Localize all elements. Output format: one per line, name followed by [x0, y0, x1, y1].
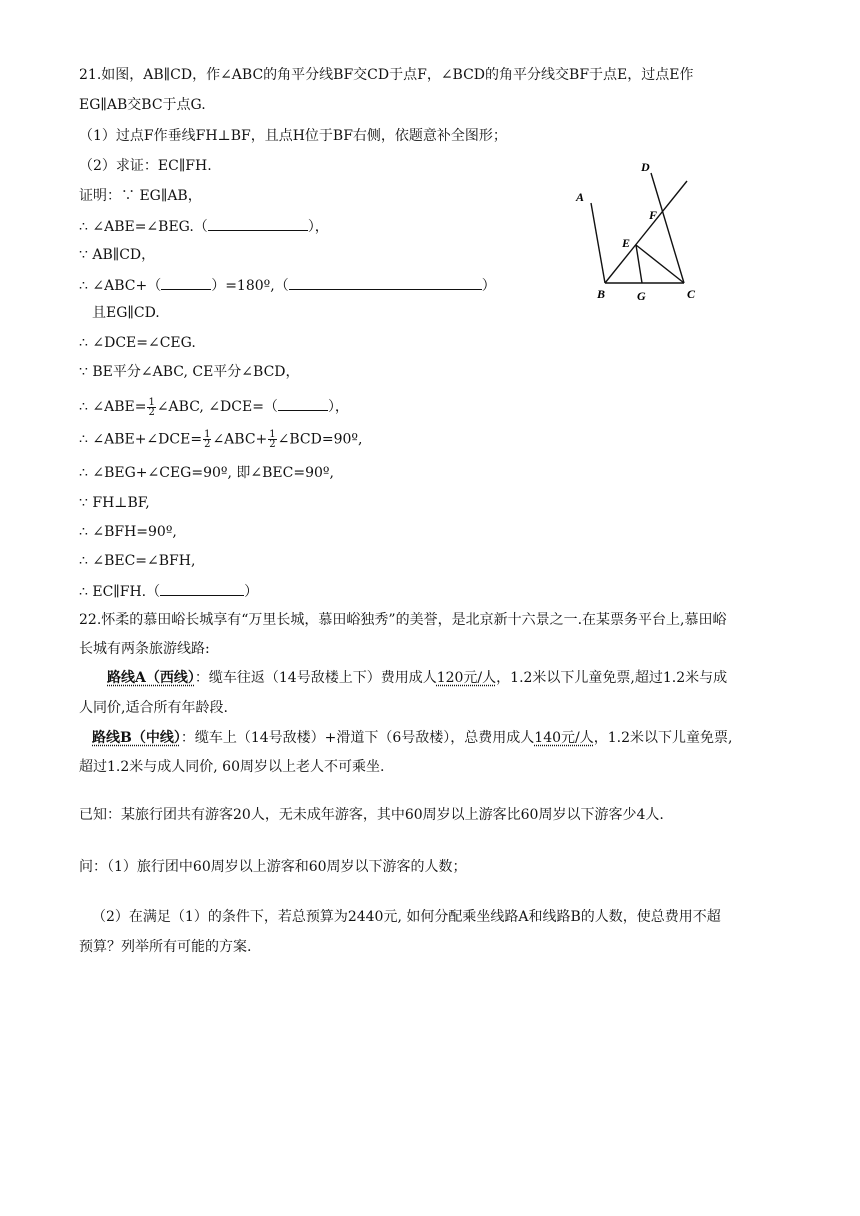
proof-step-2-text: ∴ ∠ABE=∠BEG.（	[79, 219, 208, 235]
q21-intro-line1: 21.如图，AB∥CD，作∠ABC的角平分线BF交CD于点F，∠BCD的角平分线交BF于点E，过点E作	[79, 67, 694, 83]
segment-dc	[651, 173, 684, 283]
proof-step-14-close: ）	[244, 584, 259, 600]
route-a-text: ：缆车往返（14号敌楼上下）费用成人	[194, 670, 437, 686]
q21-part2: （2）求证：EC∥FH.	[79, 158, 212, 174]
proof-step-9-text: ∴ ∠ABE+∠DCE=	[79, 431, 203, 448]
reason-blank-2[interactable]	[289, 275, 482, 290]
proof-step-4	[79, 275, 496, 295]
route-b-text-2: ，1.2米以下儿童免票,	[593, 730, 733, 746]
proof-step-10: ∴ ∠BEG+∠CEG=90º, 即∠BEC=90º,	[79, 465, 334, 481]
angle-blank-2[interactable]	[278, 396, 328, 411]
angle-blank-1[interactable]	[161, 275, 211, 290]
proof-step-1: 证明：∵ EG∥AB，	[79, 188, 202, 204]
route-a-line1	[107, 669, 727, 687]
proof-step-13: ∴ ∠BEC=∠BFH,	[79, 553, 196, 569]
proof-step-2-close: ），	[307, 219, 329, 235]
proof-step-7: ∵ BE平分∠ABC, CE平分∠BCD，	[79, 364, 300, 380]
fraction-half: $\frac{1}{2}$	[148, 396, 155, 418]
route-a-text-2: ，1.2米以下儿童免票,超过1.2米与成	[496, 670, 728, 686]
label-g: G	[637, 289, 646, 303]
proof-step-11: ∵ FH⊥BF,	[79, 495, 150, 511]
label-b: B	[597, 287, 606, 301]
q22-ask-2-line2: 预算？列举所有可能的方案.	[79, 939, 252, 955]
q22-intro-line1: 22.怀柔的慕田峪长城享有“万里长城，慕田峪独秀”的美誉，是北京新十六景之一.在某票务平台上,慕田峪	[79, 612, 727, 628]
q22-ask-1: 问：（1）旅行团中60周岁以上游客和60周岁以下游客的人数；	[79, 859, 467, 875]
fraction-half: $\frac{1}{2}$	[269, 429, 276, 450]
route-b-price: 140元/人	[534, 730, 594, 746]
proof-step-8-close: ），	[327, 399, 349, 415]
q22-ask-2-line1: （2）在满足（1）的条件下，若总预算为2440元, 如何分配乘坐线路A和线路B的人数，使总费用不超	[92, 909, 721, 925]
q21-part1: （1）过点F作垂线FH⊥BF，且点H位于BF右侧，依题意补全图形；	[79, 128, 507, 144]
proof-step-9-close: ∠BCD=90º,	[277, 431, 363, 448]
proof-step-4-close: ）	[481, 278, 496, 294]
geometry-figure	[560, 155, 710, 305]
route-a-price: 120元/人	[436, 670, 497, 686]
label-f: F	[649, 208, 658, 222]
label-e: E	[622, 236, 631, 250]
proof-step-6: ∴ ∠DCE=∠CEG.	[79, 335, 196, 351]
q22-intro-line2: 长城有两条旅游线路:	[79, 641, 210, 657]
segment-eg	[636, 245, 642, 283]
reason-blank-1[interactable]	[208, 216, 308, 231]
proof-step-12: ∴ ∠BFH=90º,	[79, 524, 177, 540]
proof-step-5: 且EG∥CD.	[92, 305, 160, 321]
proof-step-8-mid: ∠ABC, ∠DCE=（	[156, 399, 278, 415]
proof-step-14	[79, 581, 258, 601]
route-b-line1	[92, 729, 732, 747]
route-a-line2: 人同价,适合所有年龄段.	[79, 700, 228, 716]
ray-bf	[605, 181, 687, 283]
proof-step-4-text: ∴ ∠ABC+（	[79, 278, 162, 294]
route-a-label: 路线A（西线）	[107, 670, 195, 686]
label-d: D	[641, 160, 650, 174]
label-a: A	[576, 190, 585, 204]
reason-blank-3[interactable]	[160, 581, 244, 596]
fraction-half: $\frac{1}{2}$	[204, 429, 211, 450]
proof-step-3: ∵ AB∥CD，	[79, 247, 156, 263]
proof-step-2	[79, 216, 329, 236]
label-c: C	[687, 287, 696, 301]
proof-step-8	[79, 396, 349, 417]
route-b-line2: 超过1.2米与成人同价, 60周岁以上老人不可乘坐.	[79, 759, 385, 775]
proof-step-8-text: ∴ ∠ABE=	[79, 399, 147, 415]
segment-ab	[591, 203, 605, 283]
route-b-text: ：缆车上（14号敌楼）+滑道下（6号敌楼），总费用成人	[180, 730, 535, 746]
q21-intro-line2: EG∥AB交BC于点G.	[79, 97, 206, 113]
proof-step-9	[79, 430, 362, 449]
route-b-label: 路线B（中线）	[92, 730, 181, 746]
proof-step-9-mid: ∠ABC+	[212, 431, 268, 448]
q22-known: 已知：某旅行团共有游客20人，无未成年游客，其中60周岁以上游客比60周岁以下游客少4人.	[79, 807, 664, 823]
proof-step-14-text: ∴ EC∥FH.（	[79, 584, 161, 600]
segment-ec	[636, 245, 684, 283]
proof-step-4-mid: ）=180º,（	[211, 278, 289, 294]
